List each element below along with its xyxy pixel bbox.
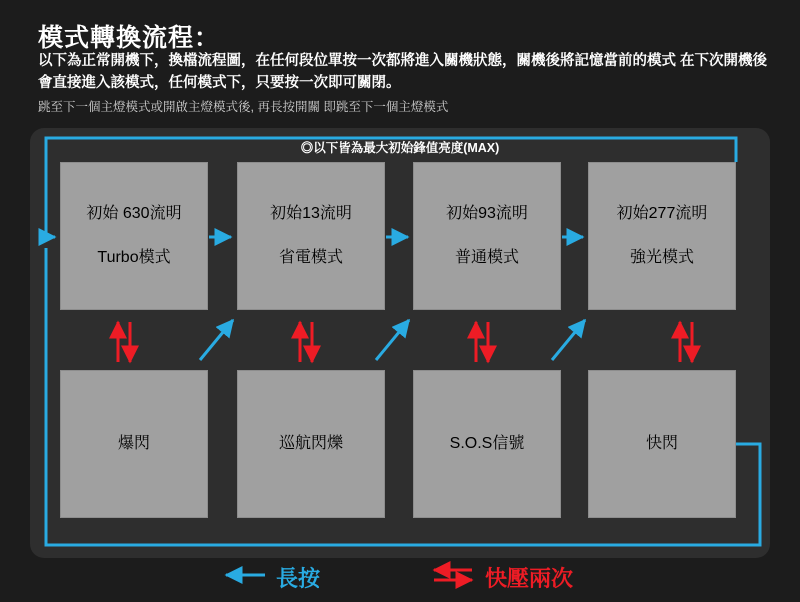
mode-line-2: Turbo模式 [97, 249, 171, 266]
description-text: 以下為正常開機下，換檔流程圖，在任何段位單按一次都將進入關機狀態，關機後將記憶當前的模式 在下次開機後會直接進入該模式，任何模式下，只要按一次即可關閉。 [38, 53, 768, 91]
mode-box-sos[interactable] [413, 370, 561, 518]
mode-box-label [270, 181, 352, 291]
mode-box-high[interactable] [588, 162, 736, 310]
mode-line-1: 初始93流明 [446, 205, 528, 222]
mode-box-label: 巡航閃爍 [278, 435, 343, 452]
mode-box-cruise-flash[interactable] [237, 370, 385, 518]
mode-box-normal[interactable] [413, 162, 561, 310]
legend-long-press-label: 長按 [276, 566, 321, 591]
mode-line-1: 初始13流明 [270, 205, 352, 222]
mode-line-2: 省電模式 [278, 249, 343, 266]
mode-box-label: S.O.S信號 [449, 435, 525, 452]
mode-line-2: 普通模式 [454, 249, 519, 266]
mode-box-label [86, 181, 181, 291]
mode-box-label: 快閃 [645, 435, 678, 452]
mode-box-label [446, 181, 528, 291]
mode-line-2: 強光模式 [629, 249, 694, 266]
mode-box-turbo[interactable] [60, 162, 208, 310]
mode-box-strobe[interactable] [60, 370, 208, 518]
mode-line-1: 初始277流明 [616, 205, 708, 222]
mode-box-label [617, 181, 708, 291]
legend-double-press-label: 快壓兩次 [485, 566, 574, 591]
page-title: 模式轉換流程： [38, 24, 221, 52]
mode-box-label: 爆閃 [117, 435, 150, 452]
sub-description-text: 跳至下一個主燈模式或開啟主燈模式後, 再長按開關 即跳至下一個主燈模式 [38, 100, 449, 114]
diagram-note: ◎以下皆為最大初始鋒值亮度(MAX) [300, 141, 500, 155]
mode-box-eco[interactable] [237, 162, 385, 310]
mode-line-1: 初始 630流明 [86, 205, 182, 222]
legend-double-press-arrow [434, 570, 472, 580]
mode-box-fast-flash[interactable] [588, 370, 736, 518]
